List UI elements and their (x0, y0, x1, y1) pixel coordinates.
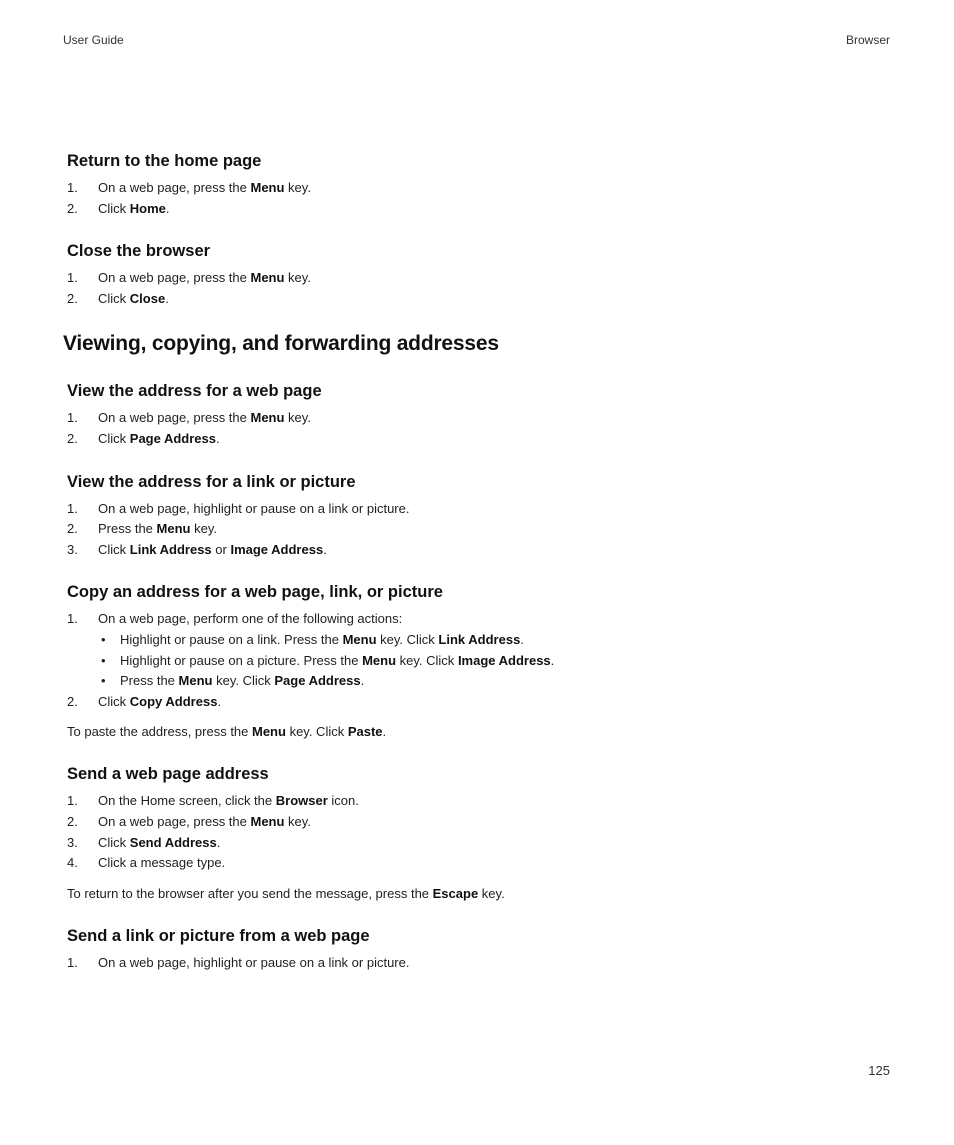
step-list (63, 791, 903, 873)
text-run: On a web page, press the (98, 180, 251, 195)
chapter-title: Viewing, copying, and forwarding addresses (63, 332, 499, 356)
step-item (67, 812, 903, 833)
text-run: Highlight or pause on a link. Press the (120, 631, 343, 647)
ui-term: Copy Address (129, 693, 218, 709)
ui-term: Menu (178, 673, 213, 689)
section-title: Close the browser (67, 242, 211, 261)
text-run: or (211, 541, 231, 557)
step-number: 2. (67, 430, 78, 446)
ui-term: Page Address (129, 430, 217, 446)
step-list (63, 178, 903, 219)
text-run: Click (98, 834, 130, 850)
step-item (67, 853, 903, 874)
header-doc-title: User Guide (63, 33, 124, 47)
step-list (63, 499, 903, 561)
ui-term: Menu (250, 813, 285, 829)
step-list (63, 609, 903, 712)
step-item (67, 692, 903, 713)
bullet-icon: • (101, 652, 106, 668)
step-item (67, 289, 903, 310)
section-title: Copy an address for a web page, link, or picture (67, 583, 443, 602)
ui-term: Menu (156, 521, 191, 537)
ui-term: Image Address (230, 541, 324, 557)
section (63, 765, 903, 903)
step-item (67, 178, 903, 199)
chapter (63, 332, 903, 973)
text-run: key. (478, 885, 505, 901)
step-number: 2. (67, 521, 78, 537)
step-number: 2. (67, 200, 78, 216)
section-note (67, 884, 903, 904)
text-run: key. (284, 270, 311, 286)
step-number: 3. (67, 834, 78, 850)
ui-term: Menu (362, 652, 397, 668)
step-list (63, 408, 903, 449)
text-run: Click (98, 541, 130, 557)
text-run: On a web page, highlight or pause on a link or picture. (98, 954, 410, 970)
top-sections (63, 152, 903, 309)
step-number: 2. (67, 290, 78, 306)
text-run: Click (98, 290, 130, 306)
text-run: On a web page, press the (98, 813, 251, 829)
page-content (63, 152, 903, 996)
ui-term: Link Address (438, 631, 521, 647)
ui-term: Menu (250, 270, 285, 286)
text-run: On a web page, press the (98, 410, 251, 426)
text-run: key. Click (396, 652, 458, 668)
text-run: key. Click (212, 673, 275, 689)
step-item (67, 268, 903, 289)
text-run: On a web page, press the (98, 270, 251, 286)
text-run: key. (284, 410, 311, 426)
ui-term: Menu (250, 410, 285, 426)
text-run: . (216, 430, 220, 446)
bullet-item (98, 630, 903, 651)
step-item (67, 953, 903, 974)
section (63, 927, 903, 974)
text-run: To paste the address, press the (67, 724, 252, 740)
text-run: Click a message type. (98, 855, 226, 871)
ui-term: Close (129, 290, 166, 306)
step-number: 1. (67, 793, 78, 809)
step-number: 1. (67, 180, 78, 195)
section-title: View the address for a web page (67, 382, 322, 401)
text-run: . (216, 834, 221, 850)
step-item (67, 429, 903, 450)
bullet-item (98, 651, 903, 672)
step-item (67, 833, 903, 854)
text-run: . (323, 541, 327, 557)
ui-term: Browser (275, 793, 328, 809)
ui-term: Menu (252, 724, 286, 740)
step-list (63, 953, 903, 974)
step-number: 3. (67, 541, 78, 557)
step-number: 1. (67, 270, 78, 286)
ui-term: Escape (432, 885, 479, 901)
text-run: Click (98, 693, 130, 709)
step-number: 2. (67, 693, 78, 709)
ui-term: Home (129, 200, 166, 216)
text-run: icon. (327, 793, 359, 809)
step-number: 2. (67, 813, 78, 829)
section-title: Send a web page address (67, 765, 269, 784)
bullet-list (98, 630, 903, 692)
section-title: View the address for a link or picture (67, 472, 356, 491)
section (63, 152, 903, 219)
text-run: Highlight or pause on a picture. Press the (120, 652, 363, 668)
text-run: To return to the browser after you send the message, press the (67, 885, 433, 901)
text-run: . (550, 652, 555, 668)
step-number: 1. (67, 410, 78, 426)
text-run: On the Home screen, click the (98, 793, 276, 809)
text-run: key. Click (285, 724, 348, 740)
text-run: key. (190, 521, 217, 537)
text-run: On a web page, perform one of the following actions: (98, 611, 403, 627)
header-section-title: Browser (845, 33, 890, 47)
section (63, 583, 903, 742)
step-item (67, 199, 903, 220)
ui-term: Menu (250, 180, 285, 195)
text-run: . (360, 673, 365, 689)
ui-term: Page Address (274, 673, 361, 689)
section-title: Send a link or picture from a web page (67, 926, 370, 945)
step-item (67, 499, 903, 520)
text-run: Click (98, 200, 130, 216)
text-run: . (382, 724, 387, 740)
text-run: . (217, 693, 222, 709)
ui-term: Send Address (129, 834, 217, 850)
text-run: Press the (98, 521, 157, 537)
step-item (67, 540, 903, 561)
step-item (67, 609, 903, 691)
step-number: 1. (67, 500, 78, 516)
text-run: Click (98, 430, 130, 446)
text-run: key. (284, 180, 311, 195)
section-note (67, 722, 903, 742)
step-item (67, 519, 903, 540)
step-number: 1. (67, 611, 78, 627)
text-run: . (520, 631, 524, 647)
main-sections (63, 382, 903, 973)
section (63, 473, 903, 561)
ui-term: Image Address (457, 652, 551, 668)
text-run: . (165, 200, 170, 216)
step-item (67, 408, 903, 429)
bullet-item (98, 671, 903, 692)
step-item (67, 791, 903, 812)
ui-term: Paste (347, 724, 383, 740)
text-run: . (165, 290, 169, 306)
step-number: 1. (67, 954, 78, 970)
bullet-icon: • (101, 673, 106, 689)
text-run: key. (284, 813, 311, 829)
ui-term: Link Address (129, 541, 212, 557)
page-number: 125 (868, 1063, 890, 1078)
step-list (63, 268, 903, 309)
text-run: key. Click (376, 631, 439, 647)
step-number: 4. (67, 855, 78, 871)
text-run: Press the (120, 673, 179, 689)
ui-term: Menu (342, 631, 377, 647)
bullet-icon: • (101, 631, 106, 647)
section (63, 242, 903, 309)
section-title: Return to the home page (67, 152, 262, 170)
section (63, 382, 903, 449)
text-run: On a web page, highlight or pause on a link or picture. (98, 500, 410, 516)
